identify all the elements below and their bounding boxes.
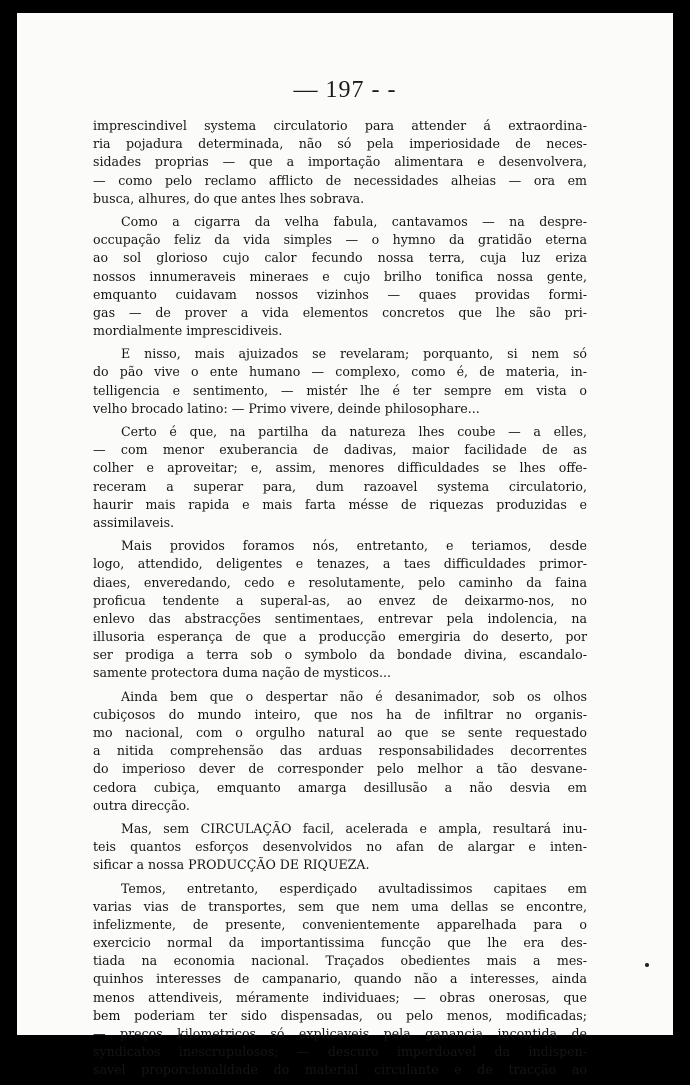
text-line: haurir mais rapida e mais farta mésse de riquezas produzidas e [93,496,587,512]
text-line: syndicatos inescrupulosos; — descuro imperdoavel da indispen- [93,1044,587,1060]
text-line: occupação feliz da vida simples — o hymno da gratidão eterna [93,232,587,248]
paragraph [93,537,587,683]
text-line: varias vias de transportes, sem que nem uma dellas se encontre, [93,898,587,914]
text-line: outra direcção. [93,797,190,813]
text-line: logo, attendido, deligentes e tenazes, a taes difficuldades primor- [93,556,587,572]
text-line: emquanto cuidavam nossos vizinhos — quaes providas formi- [93,286,587,302]
text-line: telligencia e sentimento, — mistér lhe é ter sempre em vista o [93,382,587,398]
text-line: cedora cubiça, emquanto amarga desillusão a não desvia em [93,779,587,795]
text-line: exercicio normal da importantissima funcção que lhe era des- [93,935,587,951]
text-line: sidades proprias — que a importação alimentara e desenvolvera, [93,154,587,170]
text-line: illusoria esperança de que a producção emergiria do deserto, por [93,629,587,645]
text-line: ria pojadura determinada, não só pela imperiosidade de neces- [93,136,587,152]
text-line: Mas, sem CIRCULAÇÃO facil, acelerada e ampla, resultará inu- [121,820,587,836]
text-line: do imperioso dever de corresponder pelo melhor a tão desvane- [93,761,587,777]
text-line: enlevo das abstracções sentimentaes, entrevar pela indolencia, na [93,610,587,626]
text-line: busca, alhures, do que antes lhes sobrava. [93,190,365,206]
text-line: nossos innumeraveis mineraes e cujo brilho tonifica nossa gente, [93,268,587,284]
text-line: savel proporcionalidade do material circulante e de tracção ao [93,1062,587,1078]
text-line: imprescindivel systema circulatorio para attender á extraordina- [93,118,587,133]
text-line: ser prodiga a terra sob o symbolo da bondade divina, escandalo- [93,647,587,663]
text-line: infelizmente, de presente, convenientemente apparelhada para o [93,916,587,932]
paragraph [93,213,587,340]
ink-speck [645,963,649,967]
text-line: a nitida comprehensão das arduas responsabilidades decorrentes [93,743,587,759]
text-line: Temos, entretanto, esperdiçado avultadissimos capitaes em [121,880,587,896]
text-line: Como a cigarra da velha fabula, cantavamos — na despre- [121,213,587,229]
text-line: Ainda bem que o despertar não é desanimador, sob os olhos [121,688,587,704]
text-line: sificar a nossa PRODUCÇÃO DE RIQUEZA. [93,857,370,873]
text-line: mo nacional, com o orgulho natural ao que se sente requestado [93,725,587,740]
text-line: ao sol glorioso cujo calor fecundo nossa terra, cuja luz eriza [93,250,587,266]
text-line: gas — de prover a vida elementos concretos que lhe são pri- [93,304,587,320]
body-text [93,117,587,1085]
text-line: tiada na economia nacional. Traçados obedientes mais a mes- [93,953,587,969]
text-line: — como pelo reclamo afflicto de necessidades alheias — ora em [93,172,587,188]
text-line: Mais providos foramos nós, entretanto, e teriamos, desde [121,538,587,554]
text-line: velho brocado latino: — Primo vivere, deinde philosophare... [93,400,480,416]
paragraph [93,345,587,418]
text-line: E nisso, mais ajuizados se revelaram; porquanto, si nem só [121,346,587,362]
text-line: samente protectora duma nação de mysticos... [93,665,392,681]
text-line: — com menor exuberancia de dadivas, maior facilidade de as [93,442,587,458]
text-line: Certo é que, na partilha da natureza lhes coube — a elles, [121,424,587,439]
text-line: cubiçosos do mundo inteiro, que nos ha de infiltrar no organis- [93,706,587,722]
text-line: proficua tendente a superal-as, ao envez de deixarmo-nos, no [93,592,587,608]
text-line: colher e aproveitar; e, assim, menores difficuldades se lhes offe- [93,460,587,476]
text-line: menos attendiveis, méramente individuaes; — obras onerosas, que [93,989,587,1005]
text-line: diaes, enveredando, cedo e resolutamente, pelo caminho da faina [93,574,587,590]
paragraph [93,423,587,532]
text-line: bem poderiam ter sido dispensadas, ou pelo menos, modificadas; [93,1007,587,1023]
text-line: do pão vive o ente humano — complexo, como é, de materia, in- [93,364,587,380]
text-line: receram a superar para, dum razoavel systema circulatorio, [93,478,587,494]
text-line: teis quantos esforços desenvolvidos no afan de alargar e inten- [93,839,587,855]
text-line: — preços kilometricos só explicaveis pela ganancia incontida de [93,1026,587,1041]
paragraph [93,880,587,1080]
text-line: mordialmente imprescidiveis. [93,323,283,339]
text-line: quinhos interesses de campanario, quando não a interesses, ainda [93,971,587,987]
page-number: — 197 - - [293,77,397,103]
paragraph [93,820,587,875]
paragraph [93,688,587,815]
book-page [17,13,673,1078]
text-line: assimilaveis. [93,514,175,530]
paragraph [93,117,587,208]
